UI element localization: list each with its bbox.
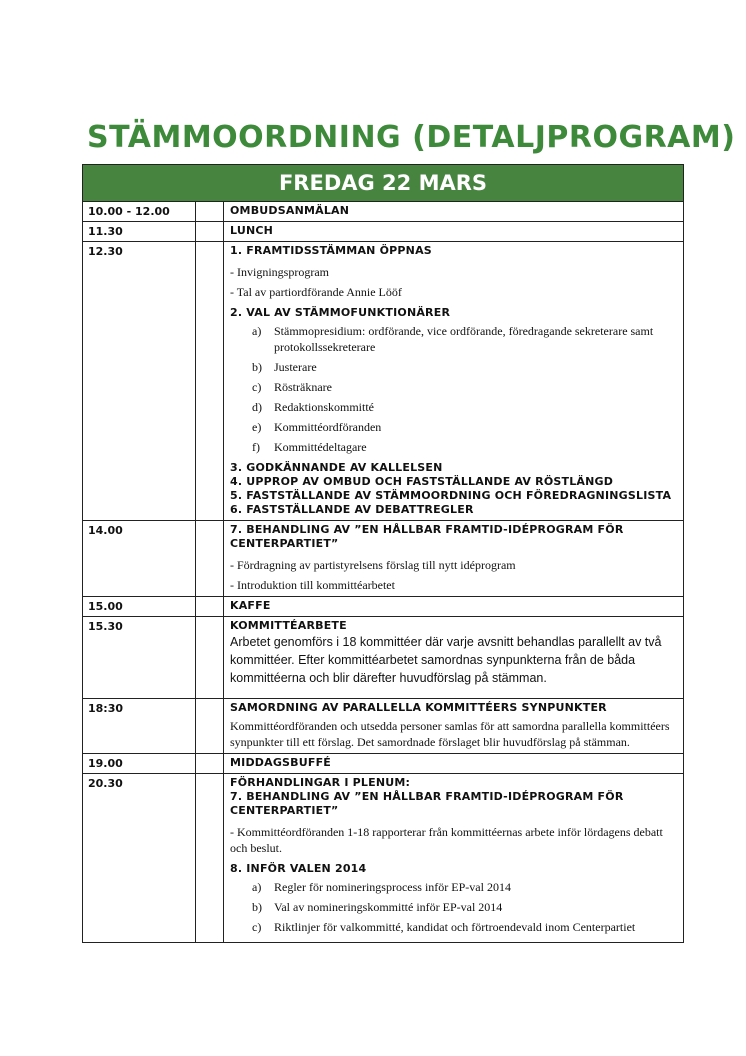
- schedule-row: [83, 754, 684, 774]
- sub-item-letter: a): [252, 324, 262, 338]
- sub-item-letter: c): [252, 380, 262, 394]
- content-cell: [224, 222, 684, 242]
- agenda-note: - Tal av partiordförande Annie Lööf: [230, 285, 402, 299]
- schedule-row: [83, 774, 684, 943]
- sub-item-text: Kommittéordföranden: [274, 420, 382, 434]
- agenda-description: Kommittéordföranden och utsedda personer samlas för att samordna parallella kommittéers synpunkter till ett förslag. Det samordnade förslaget blir huvudförslag på stämman.: [230, 719, 670, 749]
- schedule-row: [83, 222, 684, 242]
- empty-cell: [196, 521, 224, 597]
- sub-item-text: Val av nomineringskommitté inför EP-val 2014: [274, 900, 503, 914]
- empty-cell: [196, 699, 224, 754]
- empty-cell: [196, 597, 224, 617]
- schedule-row: [83, 617, 684, 699]
- sub-list-item: [230, 323, 677, 355]
- day-header-row: [83, 165, 684, 202]
- sub-list-item: [230, 419, 677, 435]
- schedule-table: [82, 164, 684, 943]
- agenda-heading: LUNCH: [230, 224, 274, 237]
- agenda-heading: 7. BEHANDLING AV ”EN HÅLLBAR FRAMTID-IDÉPROGRAM FÖR CENTERPARTIET”: [230, 523, 624, 550]
- sub-item-text: Kommittédeltagare: [274, 440, 367, 454]
- agenda-heading: KOMMITTÉARBETE: [230, 619, 347, 632]
- sub-item-letter: a): [252, 880, 262, 894]
- sub-item-letter: b): [252, 360, 262, 374]
- sub-list-item: [230, 899, 677, 915]
- schedule-row: [83, 699, 684, 754]
- agenda-heading: OMBUDSANMÄLAN: [230, 204, 350, 217]
- content-cell: [224, 774, 684, 943]
- sub-list: [230, 879, 677, 935]
- sub-item-text: Justerare: [274, 360, 317, 374]
- agenda-note: - Introduktion till kommittéarbetet: [230, 578, 395, 592]
- agenda-note: - Kommittéordföranden 1-18 rapporterar från kommittéernas arbete inför lördagens debatt och beslut.: [230, 825, 663, 855]
- sub-item-text: Stämmopresidium: ordförande, vice ordförande, föredragande sekreterare samt protokollssekreterare: [274, 324, 654, 354]
- day-header: FREDAG 22 MARS: [83, 165, 684, 202]
- agenda-heading: 4. UPPROP AV OMBUD OCH FASTSTÄLLANDE AV RÖSTLÄNGD: [230, 475, 614, 488]
- empty-cell: [196, 242, 224, 521]
- agenda-heading: 1. FRAMTIDSSTÄMMAN ÖPPNAS: [230, 244, 432, 257]
- time-cell: 15.00: [83, 597, 196, 617]
- content-cell: [224, 202, 684, 222]
- content-cell: [224, 617, 684, 699]
- agenda-heading: 7. BEHANDLING AV ”EN HÅLLBAR FRAMTID-IDÉPROGRAM FÖR CENTERPARTIET”: [230, 790, 624, 817]
- page-title: STÄMMOORDNING (DETALJPROGRAM): [87, 120, 736, 155]
- agenda-heading: 6. FASTSTÄLLANDE AV DEBATTREGLER: [230, 503, 474, 516]
- agenda-heading: 5. FASTSTÄLLANDE AV STÄMMOORDNING OCH FÖREDRAGNINGSLISTA: [230, 489, 672, 502]
- agenda-heading: KAFFE: [230, 599, 271, 612]
- time-cell: 14.00: [83, 521, 196, 597]
- sub-item-text: Regler för nomineringsprocess inför EP-val 2014: [274, 880, 511, 894]
- sub-item-letter: b): [252, 900, 262, 914]
- schedule-row: [83, 202, 684, 222]
- sub-item-letter: e): [252, 420, 262, 434]
- sub-item-text: Rösträknare: [274, 380, 332, 394]
- schedule-row: [83, 597, 684, 617]
- agenda-heading: MIDDAGSBUFFÉ: [230, 756, 332, 769]
- time-cell: 15.30: [83, 617, 196, 699]
- agenda-note: - Invigningsprogram: [230, 265, 329, 279]
- content-cell: [224, 699, 684, 754]
- time-cell: 20.30: [83, 774, 196, 943]
- sub-list-item: [230, 359, 677, 375]
- sub-list: [230, 323, 677, 455]
- sub-item-letter: f): [252, 440, 260, 454]
- agenda-heading: 2. VAL AV STÄMMOFUNKTIONÄRER: [230, 306, 451, 319]
- agenda-heading: SAMORDNING AV PARALLELLA KOMMITTÉERS SYNPUNKTER: [230, 701, 607, 714]
- agenda-heading: FÖRHANDLINGAR I PLENUM:: [230, 776, 411, 789]
- time-cell: 18:30: [83, 699, 196, 754]
- schedule-row: [83, 521, 684, 597]
- agenda-heading: 3. GODKÄNNANDE AV KALLELSEN: [230, 461, 443, 474]
- agenda-description: Arbetet genomförs i 18 kommittéer där varje avsnitt behandlas parallellt av två kommittéer. Efter kommittéarbetet samordnas synpunkterna från de båda kommittéerna och blir därefter huvudförslag på stämman.: [230, 635, 662, 685]
- schedule-row: [83, 242, 684, 521]
- sub-item-letter: c): [252, 920, 262, 934]
- content-cell: [224, 521, 684, 597]
- sub-item-text: Redaktionskommitté: [274, 400, 374, 414]
- sub-list-item: [230, 399, 677, 415]
- sub-list-item: [230, 919, 677, 935]
- content-cell: [224, 597, 684, 617]
- empty-cell: [196, 222, 224, 242]
- time-cell: 19.00: [83, 754, 196, 774]
- sub-list-item: [230, 379, 677, 395]
- agenda-heading: 8. INFÖR VALEN 2014: [230, 862, 367, 875]
- empty-cell: [196, 617, 224, 699]
- empty-cell: [196, 754, 224, 774]
- empty-cell: [196, 202, 224, 222]
- time-cell: 12.30: [83, 242, 196, 521]
- sub-item-text: Riktlinjer för valkommitté, kandidat och förtroendevald inom Centerpartiet: [274, 920, 636, 934]
- time-cell: 10.00 - 12.00: [83, 202, 196, 222]
- empty-cell: [196, 774, 224, 943]
- agenda-note: - Fördragning av partistyrelsens förslag till nytt idéprogram: [230, 558, 516, 572]
- sub-item-letter: d): [252, 400, 262, 414]
- sub-list-item: [230, 439, 677, 455]
- sub-list-item: [230, 879, 677, 895]
- content-cell: [224, 242, 684, 521]
- time-cell: 11.30: [83, 222, 196, 242]
- content-cell: [224, 754, 684, 774]
